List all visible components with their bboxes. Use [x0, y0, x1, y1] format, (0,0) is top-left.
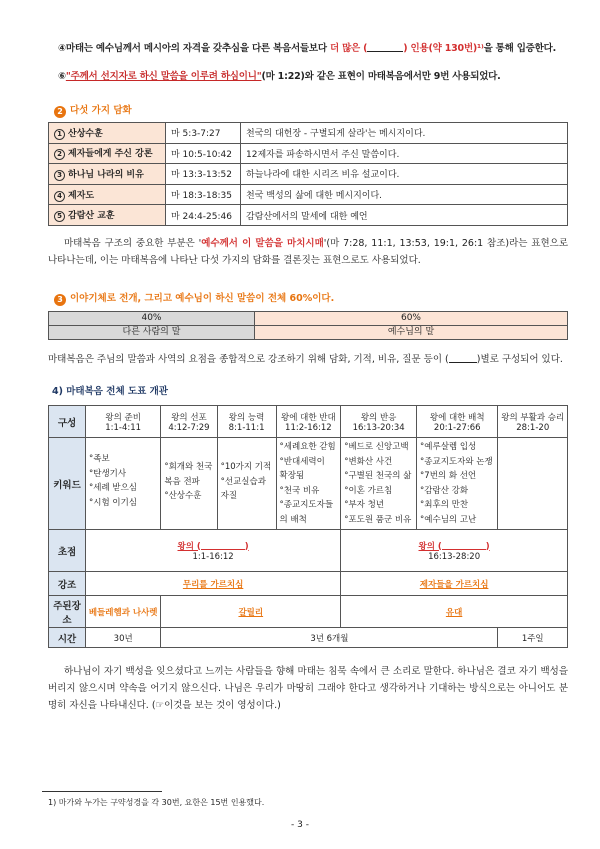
table-row: 5 감람산 교훈 마 24:4-25:46 감람산에서의 말세에 대한 예언 [49, 205, 568, 226]
blank-underline [367, 42, 403, 52]
table-row: 2 제자들에게 주신 강론 마 10:5-10:42 12제자를 파송하시면서 주신 말씀이다. [49, 143, 568, 164]
quoted-phrase: "주께서 선지자로 하신 말씀을 이루려 하심이니" [65, 71, 262, 82]
table-row: 초점 왕의 ( ) 1:1-16:12 왕의 ( ) 16:13-28:20 [49, 530, 568, 572]
table-row: 1 산상수훈 마 5:3-7:27 천국의 대헌장 - 구별되게 살라'는 메시지이다. [49, 123, 568, 144]
section-heading-overview: 4) 마태복음 전체 도표 개관 [52, 386, 168, 397]
footnote-divider [42, 791, 162, 792]
section-heading-discourses: 2 다섯 가지 담화 [54, 102, 132, 118]
table-row: 키워드 °족보 °탄생기사 °세례 받으심 °시험 이기심 °회개와 천국 복음 전파 °산상수훈 °10가지 기적 °선교실습과 자질 °세례요한 갇힘 °반대세력이 확장됨 °천국 비유 °종교지도자들 의 배척 °베드로 신앙고백 °변화산 사건 °구별된 천국의 삶 °이혼 가르침 °부자 청년 °포도원 품군 비유 °예루살렘 입성 °종교지도자와 논쟁 °7번의 화 선언 °감람산 강화 °최후의 만찬 °예수님의 고난 [49, 438, 568, 530]
speech-ratio-table: 40% 60% 다른 사람의 말 예수님의 말 [48, 311, 568, 340]
composition-paragraph: 마태복음은 주님의 말씀과 사역의 요점을 종합적으로 강조하기 위해 담화, 기적, 비유, 질문 등이 ( )별로 구성되어 있다. [48, 354, 563, 365]
table-row: 강조 무리를 가르치심 제자들을 가르치심 [49, 572, 568, 596]
table-row: 3 하나님 나라의 비유 마 13:3-13:52 하늘나라에 대한 시리즈 비유 설교이다. [49, 164, 568, 185]
number-badge: 3 [54, 294, 66, 306]
closing-paragraph: 하나님이 자기 백성을 잊으셨다고 느끼는 사람들을 향해 마태는 침묵 속에서 큰 소리로 말한다. 하나님은 결코 자기 백성을 버리지 않으시며 약속을 어기지 않으신다. 나님은 우리가 마땅히 그래야 한다고 생각하거나 기대하는 방식으로는 아니어도 분명히 자신을 나타내신다. (☞이것을 보는 것이 영성이다.) [48, 666, 568, 711]
keyword-list: °10가지 기적 °선교실습과 자질 [217, 438, 276, 530]
table-row: 4 제자도 마 18:3-18:35 천국 백성의 삶에 대한 메시지이다. [49, 184, 568, 205]
keyword-list: °예루살렘 입성 °종교지도자와 논쟁 °7번의 화 선언 °감람산 강화 °최후의 만찬 °예수님의 고난 [417, 438, 498, 530]
discourses-table [48, 122, 568, 226]
number-badge: 2 [54, 106, 66, 118]
highlight-text: 더 많은 ( [329, 43, 368, 54]
table-row: 시간 30년 3년 6개월 1주일 [49, 628, 568, 648]
blank-underline [449, 353, 477, 363]
footnote: 1) 마가와 누가는 구약성경을 각 30번, 요한은 15번 인용했다. [48, 798, 265, 807]
keyword-list: °회개와 천국 복음 전파 °산상수훈 [161, 438, 217, 530]
keyword-list: °베드로 신앙고백 °변화산 사건 °구별된 천국의 삶 °이혼 가르침 °부자 청년 °포도원 품군 비유 [341, 438, 417, 530]
table-row: 구성 왕의 준비 1:1-4:11 왕의 선포 4:12-7:29 왕의 능력 8:1-11:1 왕에 대한 반대 11:2-16:12 왕의 반응 16:13-20:34 왕에 대한 배척 20:1-27:66 왕의 부활과 승리 28:1-20 [49, 406, 568, 438]
intro-line-6: ⑥"주께서 선지자로 하신 말씀을 이루려 하심이니"(마 1:22)와 같은 표현이 마태복음에서만 9번 사용되었다. [58, 71, 501, 82]
intro-line-4: ④마태는 예수님께서 메시아의 자격을 갖추심을 다른 복음서들보다 더 많은 ( ) 인용(약 130번)¹⁾을 통해 입증한다. [58, 43, 557, 54]
structure-paragraph: 마태복음 구조의 중요한 부분은 '예수께서 이 말씀을 마치시매'(마 7:28, 11:1, 13:53, 19:1, 26:1 참조)라는 표현으로 나타나는데, 이는 마태복음에 나타난 다섯 가지의 담화를 결론짓는 표현으로도 사용되었다. [48, 238, 569, 266]
overview-table [48, 405, 568, 648]
table-row: 주된장소 베들레헴과 나사렛 갈릴리 유대 [49, 596, 568, 628]
section-heading-narrative: 3 이야기체로 전개, 그리고 예수님이 하신 말씀이 전체 60%이다. [54, 290, 334, 306]
page-number: - 3 - [291, 820, 309, 830]
keyword-list: °세례요한 갇힘 °반대세력이 확장됨 °천국 비유 °종교지도자들 의 배척 [276, 438, 341, 530]
highlight-text-end: ) 인용(약 130번)¹⁾ [403, 43, 484, 54]
keyword-list: °족보 °탄생기사 °세례 받으심 °시험 이기심 [86, 438, 161, 530]
